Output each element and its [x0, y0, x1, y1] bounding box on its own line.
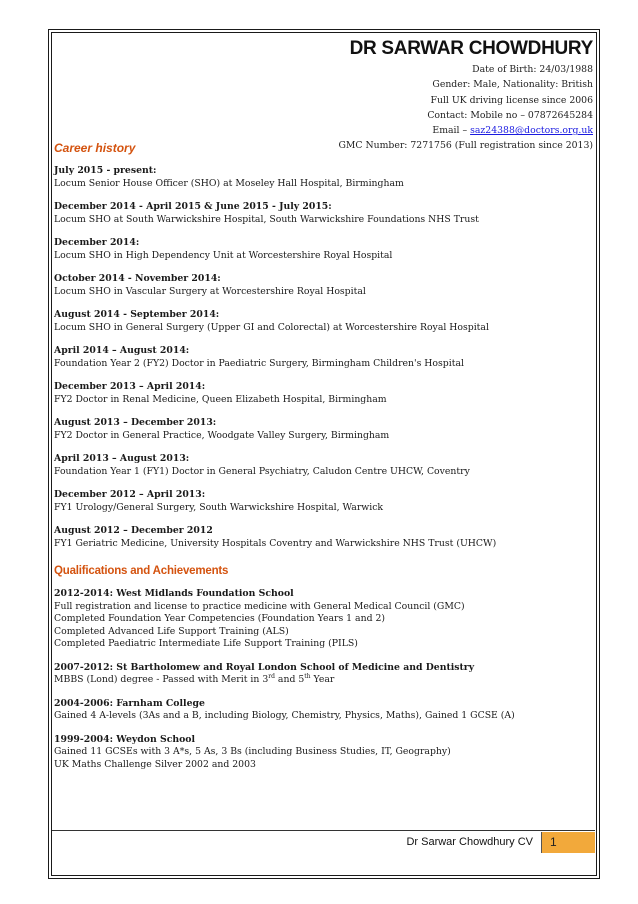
qualification-entry — [54, 698, 594, 723]
degree-text: and 5 — [274, 674, 305, 685]
cv-content — [54, 141, 594, 782]
qualification-heading — [54, 662, 594, 675]
degree-text: MBBS (Lond) degree - Passed with Merit in 3 — [54, 674, 269, 685]
career-entry-date: April 2014 – August 2014: — [54, 345, 190, 356]
cv-header — [338, 36, 593, 154]
career-entry-desc: Locum SHO at South Warwickshire Hospital, South Warwickshire Foundations NHS Trust — [54, 213, 479, 225]
career-entry-date: August 2014 - September 2014: — [54, 309, 220, 320]
ordinal-suffix: rd — [268, 672, 275, 680]
qualification-years: 2012-2014 — [54, 588, 110, 599]
career-entry-desc: FY1 Urology/General Surgery, South Warwickshire Hospital, Warwick — [54, 501, 384, 513]
career-entry-date: July 2015 - present: — [54, 165, 157, 176]
career-entry — [54, 345, 594, 370]
qualification-line — [54, 674, 594, 687]
qualification-heading — [54, 588, 594, 601]
career-entry — [54, 273, 594, 298]
gender-nationality: Gender: Male, Nationality: British — [432, 79, 593, 91]
page-footer — [52, 830, 595, 853]
career-entry — [54, 525, 594, 550]
career-entry-date: December 2014 - April 2015 & June 2015 - July 2015: — [54, 201, 332, 212]
qualifications-title: Qualifications and Achievements — [54, 565, 229, 577]
qualification-years: 2007-2012 — [54, 661, 110, 673]
qualification-school: : West Midlands Foundation School — [109, 588, 294, 599]
career-entry-desc: Locum SHO in General Surgery (Upper GI and Colorectal) at Worcestershire Royal Hospital — [54, 321, 489, 333]
career-entry-date: December 2013 – April 2014: — [54, 381, 206, 392]
date-of-birth: Date of Birth: 24/03/1988 — [472, 64, 593, 75]
driving-license: Full UK driving license since 2006 — [430, 94, 593, 106]
career-entry — [54, 453, 594, 478]
career-entry-desc: FY1 Geriatric Medicine, University Hospitals Coventry and Warwickshire NHS Trust (UHCW) — [54, 537, 497, 549]
qualification-heading — [54, 698, 594, 711]
qualification-entry — [54, 662, 594, 687]
career-entry — [54, 201, 594, 226]
qualification-line: Full registration and license to practice medicine with General Medical Council (GMC) — [54, 600, 465, 612]
qualification-entry — [54, 588, 594, 651]
career-entry — [54, 309, 594, 334]
career-entry-desc: Foundation Year 1 (FY1) Doctor in General Psychiatry, Caludon Centre UHCW, Coventry — [54, 465, 470, 477]
email-link[interactable]: saz24388@doctors.org.uk — [470, 125, 593, 137]
email-line — [338, 123, 593, 138]
gmc-number: GMC Number: 7271756 (Full registration since 2013) — [338, 140, 593, 152]
career-entry — [54, 489, 594, 514]
qualification-line: Gained 11 GCSEs with 3 A*s, 5 As, 3 Bs (including Business Studies, IT, Geography) — [54, 746, 451, 757]
degree-text: Year — [310, 674, 335, 685]
qualification-school: : Farnham College — [109, 697, 205, 709]
ordinal-suffix: th — [304, 672, 311, 680]
career-entry-date: December 2014: — [54, 237, 140, 248]
qualification-school: : St Bartholomew and Royal London School of Medicine and Dentistry — [109, 661, 475, 673]
career-entry-desc: FY2 Doctor in General Practice, Woodgate Valley Surgery, Birmingham — [54, 429, 390, 441]
qualification-line: UK Maths Challenge Silver 2002 and 2003 — [54, 758, 256, 770]
qualification-entry — [54, 734, 594, 772]
career-entry — [54, 237, 594, 262]
career-entry — [54, 417, 594, 442]
career-entry-desc: Locum Senior House Officer (SHO) at Moseley Hall Hospital, Birmingham — [54, 177, 404, 189]
email-label: Email – — [432, 125, 468, 137]
contact-mobile: Contact: Mobile no – 07872645284 — [427, 109, 593, 121]
career-entry — [54, 165, 594, 190]
qualification-line: Completed Foundation Year Competencies (Foundation Years 1 and 2) — [54, 613, 386, 624]
footer-label: Dr Sarwar Chowdhury CV — [406, 836, 533, 848]
career-entry-date: August 2013 – December 2013: — [54, 417, 217, 428]
career-entry — [54, 381, 594, 406]
page-number-box — [541, 832, 595, 853]
career-history-title: Career history — [54, 141, 136, 155]
career-entry-desc: FY2 Doctor in Renal Medicine, Queen Elizabeth Hospital, Birmingham — [54, 393, 387, 405]
career-entry-date: October 2014 - November 2014: — [54, 273, 221, 284]
qualification-line: Gained 4 A-levels (3As and a B, including Biology, Chemistry, Physics, Maths), Gained 1 GCSE (A) — [54, 710, 515, 721]
qualification-line: Completed Advanced Life Support Training (ALS) — [54, 625, 289, 637]
qualification-heading: 1999-2004: Weydon School — [54, 733, 196, 745]
page-number: 1 — [550, 835, 557, 849]
career-entry-desc: Locum SHO in High Dependency Unit at Worcestershire Royal Hospital — [54, 249, 393, 261]
qualification-line: Completed Paediatric Intermediate Life Support Training (PILS) — [54, 638, 358, 649]
candidate-name: DR SARWAR CHOWDHURY — [349, 38, 593, 59]
career-entry-date: December 2012 – April 2013: — [54, 489, 206, 500]
career-entry-desc: Foundation Year 2 (FY2) Doctor in Paediatric Surgery, Birmingham Children's Hospital — [54, 357, 464, 369]
career-entry-desc: Locum SHO in Vascular Surgery at Worcestershire Royal Hospital — [54, 285, 366, 297]
career-entry-date: August 2012 – December 2012 — [54, 525, 213, 536]
qualification-years: 2004-2006 — [54, 697, 110, 709]
career-entry-date: April 2013 – August 2013: — [54, 453, 190, 464]
